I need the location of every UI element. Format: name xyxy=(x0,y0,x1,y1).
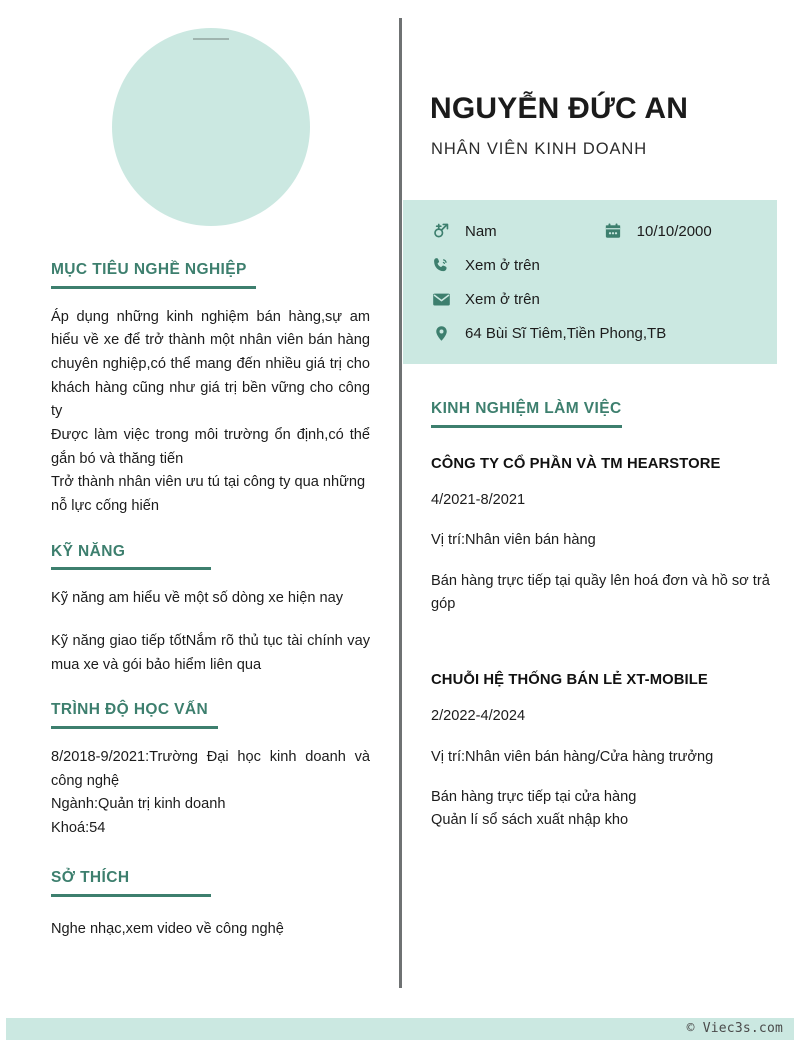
experience-position: Vị trí:Nhân viên bán hàng xyxy=(431,532,596,549)
contact-gender xyxy=(431,221,497,241)
experience-period: 4/2021-8/2021 xyxy=(431,492,526,508)
section-title-education: TRÌNH ĐỘ HỌC VẤN xyxy=(51,701,218,729)
experience-company: CHUỖI HỆ THỐNG BÁN LẺ XT-MOBILE xyxy=(431,672,708,689)
photo-mark xyxy=(193,38,229,40)
calendar-icon xyxy=(603,221,623,241)
footer-copyright: © Viec3s.com xyxy=(686,1021,783,1036)
section-skills xyxy=(51,543,370,678)
job-role-subtitle: NHÂN VIÊN KINH DOANH xyxy=(431,140,648,158)
section-experience xyxy=(431,400,771,833)
contact-row-gender-dob xyxy=(431,218,777,244)
contact-email xyxy=(431,289,540,309)
location-pin-icon xyxy=(431,323,451,343)
contact-phone xyxy=(431,255,540,275)
contact-card xyxy=(403,200,777,364)
objective-paragraph-1: Áp dụng những kinh nghiệm bán hàng,sự am hiểu về xe để trở thành một nhân viên bán hàng chuyên nghiệp,có thể mang đến nhiều giá trị cho khách hàng cũng như giá trị bền vững cho công ty xyxy=(51,308,370,420)
objective-paragraph-3: Trở thành nhân viên ưu tú tại công ty qua những nỗ lực cống hiến xyxy=(51,474,366,514)
dob-value: 10/10/2000 xyxy=(636,222,712,240)
email-value: Xem ở trên xyxy=(465,290,540,308)
photo-container xyxy=(51,0,370,226)
contact-row-address xyxy=(431,320,777,346)
address-value: 64 Bùi Sĩ Tiêm,Tiền Phong,TB xyxy=(465,324,667,342)
section-hobbies xyxy=(51,869,370,941)
section-title-hobbies: SỞ THÍCH xyxy=(51,869,211,897)
contact-row-email xyxy=(431,286,777,312)
page-title: NGUYỄN ĐỨC AN xyxy=(430,92,689,125)
experience-duties: Bán hàng trực tiếp tại cửa hàng xyxy=(431,789,637,806)
objective-paragraph-2: Được làm việc trong môi trường ổn định,có thể gắn bó và thăng tiến xyxy=(51,427,370,467)
experience-item xyxy=(431,456,771,616)
left-column xyxy=(0,0,399,941)
education-line-3: Khoá:54 xyxy=(51,820,106,837)
education-line-2: Ngành:Quản trị kinh doanh xyxy=(51,796,226,813)
skill-item-1: Kỹ năng am hiểu về một số dòng xe hiện nay xyxy=(51,590,344,607)
experience-company: CÔNG TY CỔ PHẦN VÀ TM HEARSTORE xyxy=(431,456,721,472)
contact-row-phone xyxy=(431,252,777,278)
envelope-icon xyxy=(431,289,451,309)
section-education xyxy=(51,701,370,840)
section-title-skills: KỸ NĂNG xyxy=(51,543,211,571)
experience-item xyxy=(431,672,771,832)
contact-dob xyxy=(603,221,712,241)
phone-icon xyxy=(431,255,451,275)
experience-period: 2/2022-4/2024 xyxy=(431,708,526,725)
gender-value: Nam xyxy=(465,222,497,240)
phone-value: Xem ở trên xyxy=(465,256,540,274)
profile-photo-placeholder xyxy=(112,28,310,226)
experience-duties: Bán hàng trực tiếp tại quầy lên hoá đơn và hồ sơ trả góp xyxy=(431,572,770,613)
right-column xyxy=(402,0,800,1040)
gender-icon xyxy=(431,221,451,241)
experience-position: Vị trí:Nhân viên bán hàng/Cửa hàng trưởng xyxy=(431,748,714,765)
section-title-experience: KINH NGHIỆM LÀM VIỆC xyxy=(431,400,622,428)
experience-duties: Quản lí sổ sách xuất nhập kho xyxy=(431,812,629,829)
section-objective xyxy=(51,261,370,519)
hobby-item-1: Nghe nhạc,xem video về công nghệ xyxy=(51,920,284,937)
footer-band xyxy=(6,1018,794,1040)
section-title-objective: MỤC TIÊU NGHỀ NGHIỆP xyxy=(51,261,256,289)
skill-item-2: Kỹ năng giao tiếp tốtNắm rõ thủ tục tài chính vay mua xe và gói bảo hiểm liên qua xyxy=(51,633,370,673)
education-line-1: 8/2018-9/2021:Trường Đại học kinh doanh và công nghệ xyxy=(51,749,370,789)
contact-address xyxy=(431,323,666,343)
